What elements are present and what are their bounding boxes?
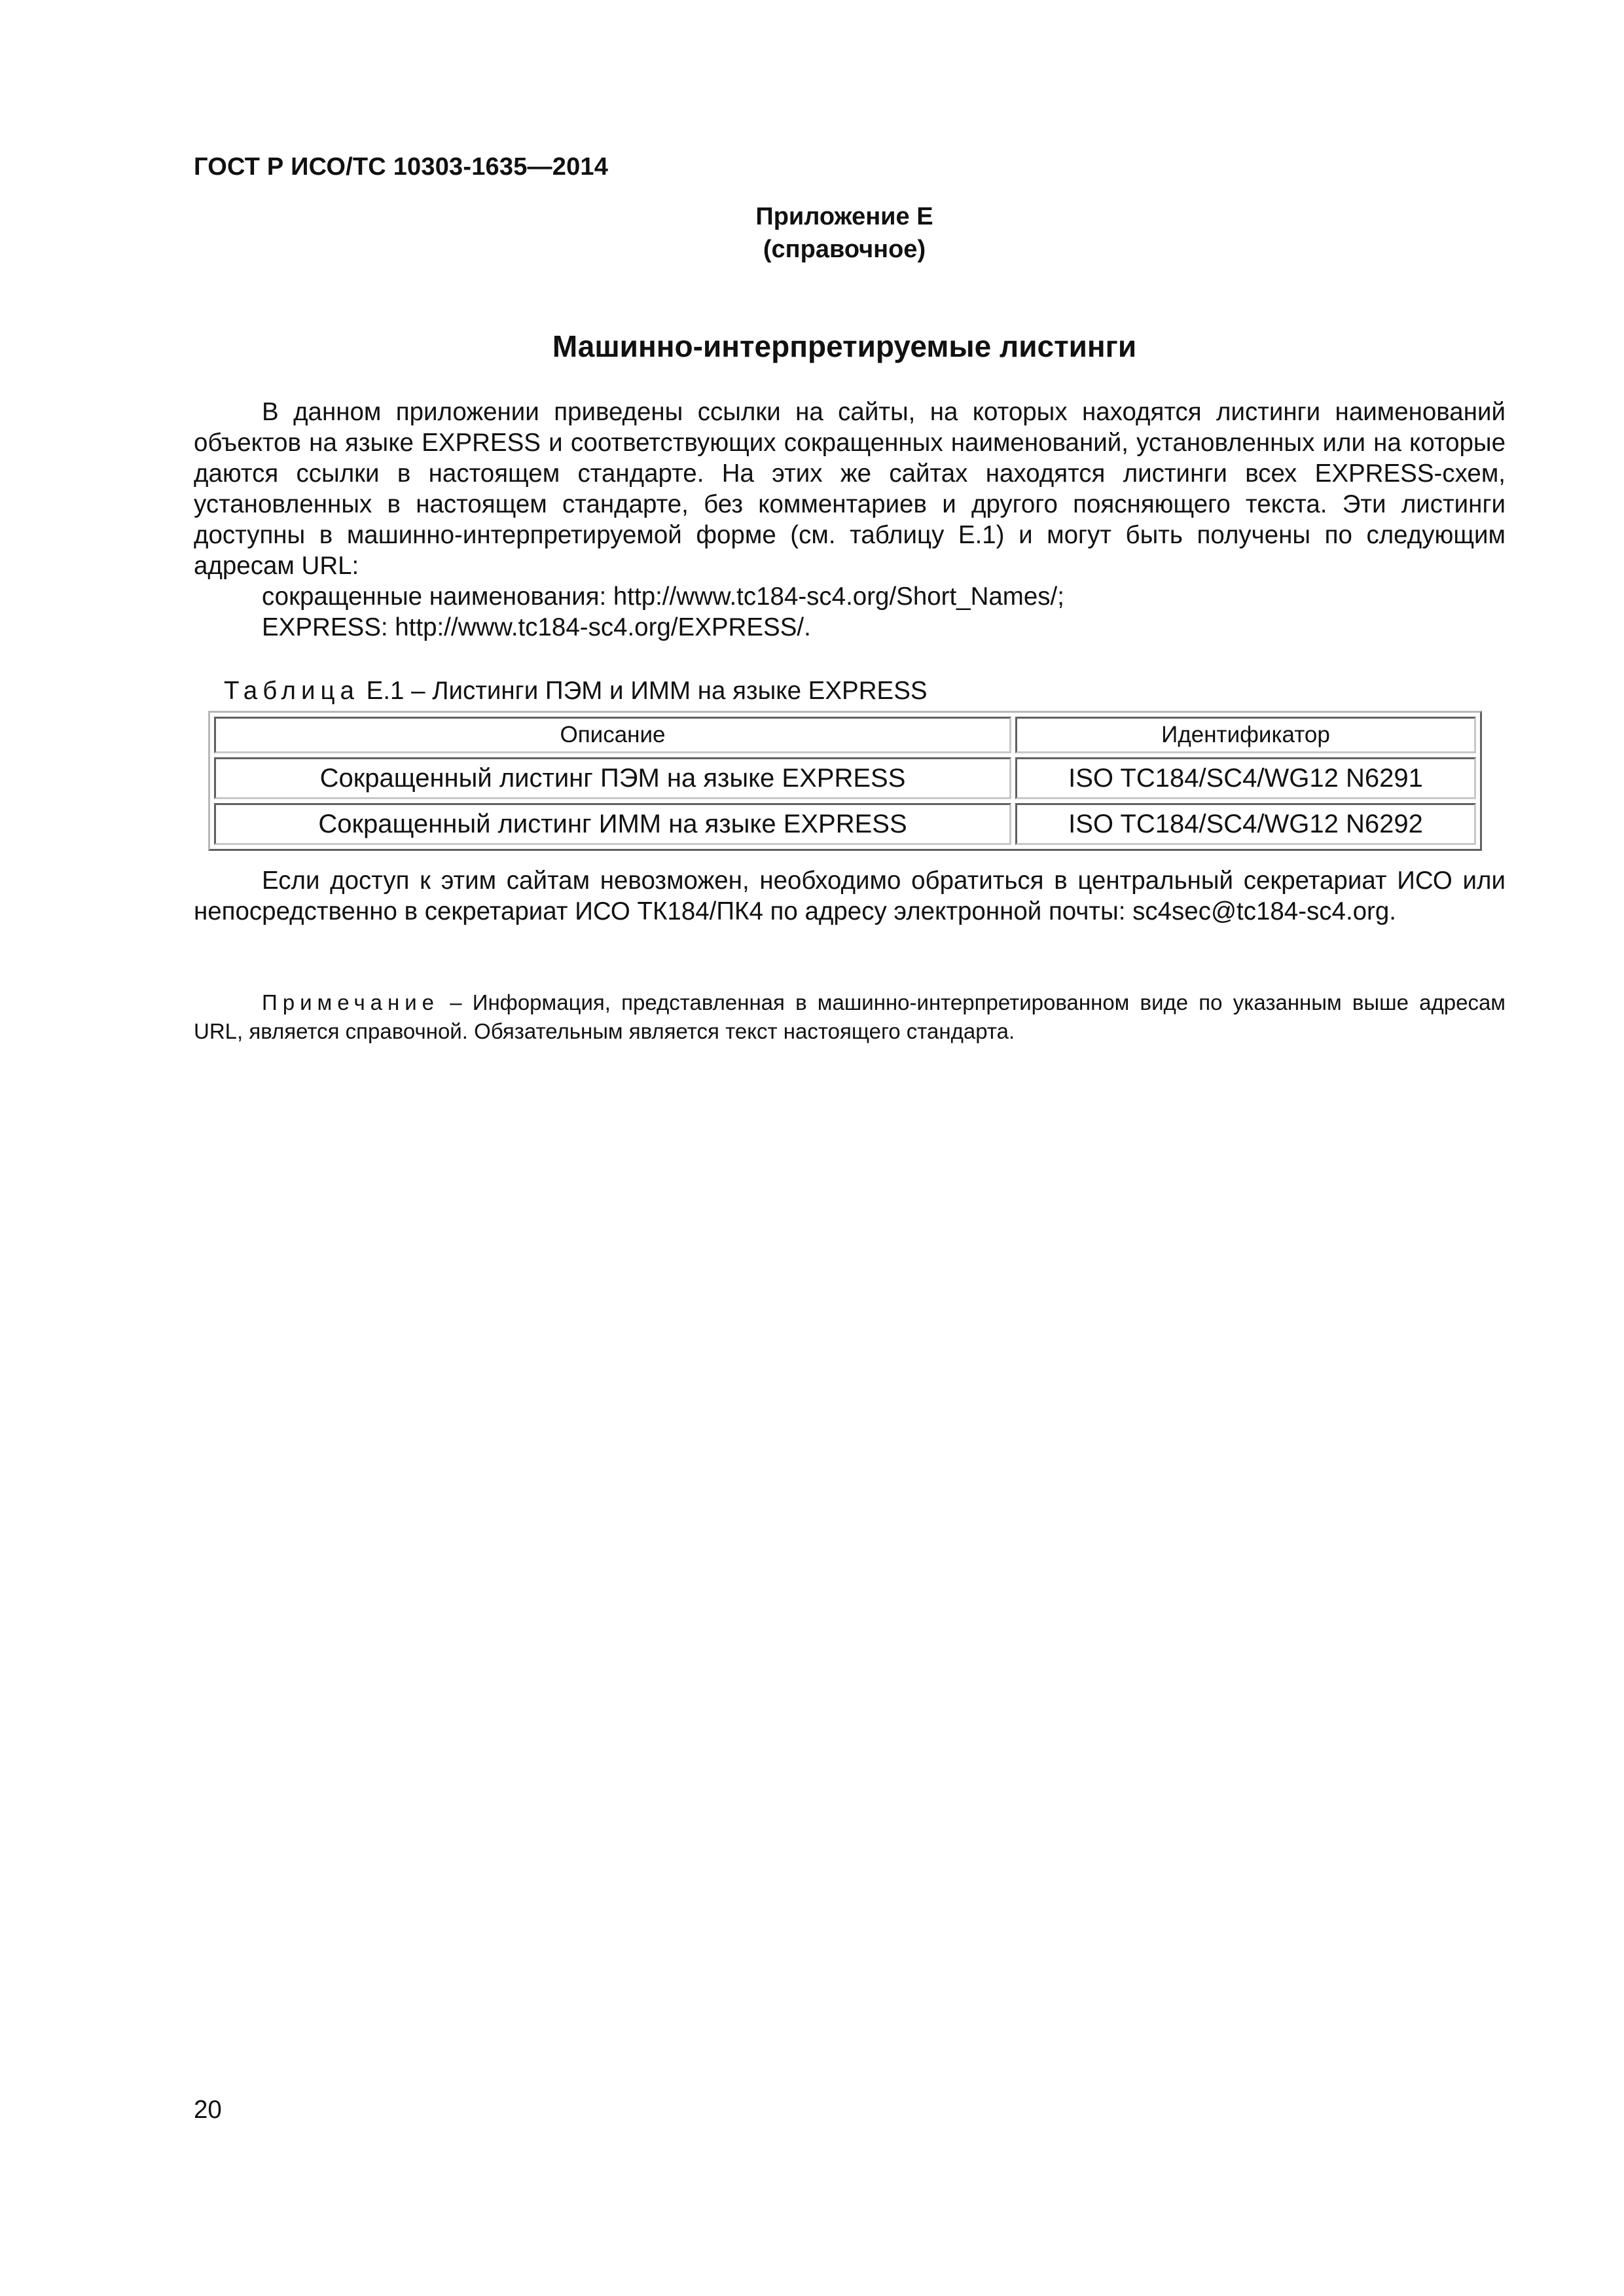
table-cell-identifier: ISO TC184/SC4/WG12 N6292 — [1015, 803, 1476, 845]
column-header-identifier: Идентификатор — [1015, 717, 1476, 753]
section-heading: Машинно-интерпретируемые листинги — [552, 329, 1137, 363]
appendix-title: Приложение E — [755, 203, 933, 230]
table-cell-description: Сокращенный листинг ПЭМ на языке EXPRESS — [214, 757, 1011, 799]
appendix-type: (справочное) — [763, 236, 926, 263]
listings-table — [208, 711, 1482, 851]
note-label: Примечание — [262, 990, 440, 1014]
table-caption-text: E.1 – Листинги ПЭМ и ИММ на языке EXPRESS — [359, 677, 928, 705]
intro-paragraph: В данном приложении приведены ссылки на сайты, на которых находятся листинги наименований объектов на языке EXPRESS и соответствующих сокращенных наименований, установленных или на которые даются ссылки в настоящем стандарте. На этих же сайтах находятся листинги всех EXPRESS-схем, установленных в настоящем стандарте, без комментариев и другого поясняющего текста. Эти листинги доступны в машинно-интерпретируемой форме (см. таблицу E.1) и могут быть получены по следующим адресам URL: — [194, 398, 1506, 580]
table-caption-label: Таблица — [224, 677, 359, 705]
note-text: – Информация, представленная в машинно-интерпретированном виде по указанным выше адресам URL, является справочной. Обязательным является текст настоящего стандарта. — [194, 990, 1506, 1043]
note-paragraph — [194, 988, 1506, 1046]
table-row — [214, 803, 1476, 845]
column-header-description: Описание — [214, 717, 1011, 753]
table-cell-description: Сокращенный листинг ИММ на языке EXPRESS — [214, 803, 1011, 845]
table-row — [214, 757, 1476, 799]
table-cell-identifier: ISO TC184/SC4/WG12 N6291 — [1015, 757, 1476, 799]
express-url-line: EXPRESS: http://www.tc184-sc4.org/EXPRESS/. — [262, 613, 811, 641]
standard-code: ГОСТ Р ИСО/ТС 10303-1635—2014 — [194, 153, 609, 181]
table-caption — [224, 677, 928, 706]
short-names-url-line: сокращенные наименования: http://www.tc184-sc4.org/Short_Names/; — [262, 583, 1064, 611]
contact-paragraph: Если доступ к этим сайтам невозможен, необходимо обратиться в центральный секретариат ИСО или непосредственно в секретариат ИСО ТК184/ПК4 по адресу электронной почты: sc4sec@tc184-sc4.org. — [194, 867, 1506, 925]
table-header-row — [214, 717, 1476, 753]
page-number: 20 — [194, 2096, 222, 2124]
